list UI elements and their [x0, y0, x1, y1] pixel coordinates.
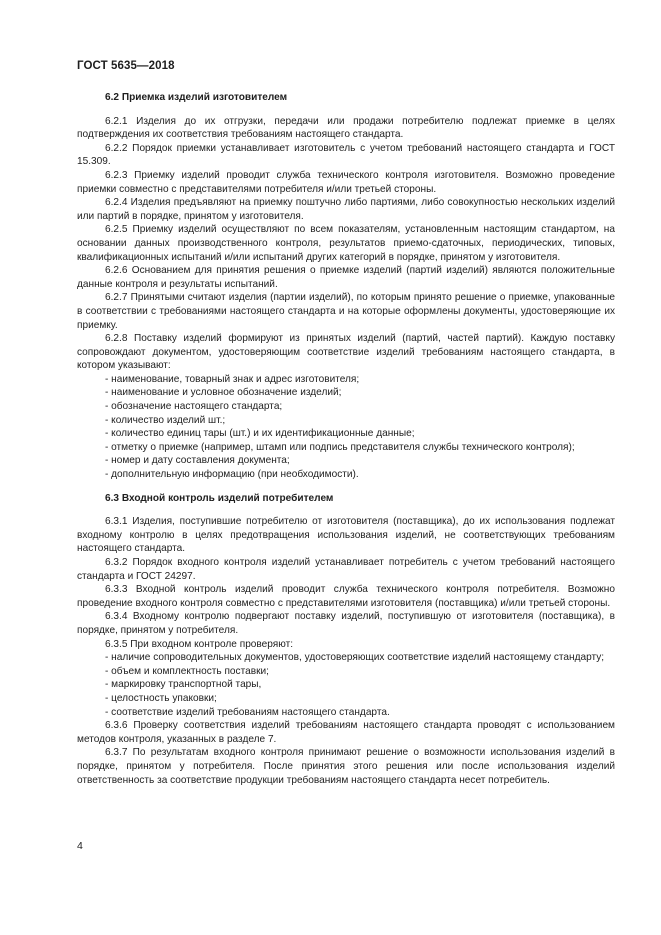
page-number: 4 — [77, 840, 83, 852]
clause-6-2-3: 6.2.3 Приемку изделий проводит служба технического контроля изготовителя. Возможно проведение приемки совместно с представителями потребителя и/или третьей стороны. — [77, 169, 615, 195]
list-item: - объем и комплектность поставки; — [105, 665, 269, 677]
clause-6-2-5: 6.2.5 Приемку изделий осуществляют по всем показателям, установленным настоящим стандартом, на основании данных производственного контроля, результатов приемо-сдаточных, периодических, типовых, квалификационных испытаний и/или испытаний других категорий в порядке, принятом у изготовителя. — [77, 224, 615, 263]
list-item: - количество изделий шт.; — [105, 414, 226, 426]
clause-6-3-4: 6.3.4 Входному контролю подвергают поставку изделий, поступившую от изготовителя (поставщика), в порядке, принятом у потребителя. — [77, 611, 615, 636]
clause-6-3-2: 6.3.2 Порядок входного контроля изделий устанавливает потребитель с учетом требований настоящего стандарта и ГОСТ 24297. — [77, 557, 615, 582]
list-item: - отметку о приемке (например, штамп или подпись представителя службы технического контроля); — [105, 441, 575, 453]
clause-6-2-4: 6.2.4 Изделия предъявляют на приемку поштучно либо партиями, либо совокупностью нескольких изделий или партий в порядке, принятом у изготовителя. — [77, 197, 615, 222]
clause-6-2-7: 6.2.7 Принятыми считают изделия (партии изделий), по которым принято решение о приемке, упакованные в соответствии с требованиями настоящего стандарта и на которые оформлены документы, удостоверяющие их приемку. — [77, 292, 615, 331]
list-item: - номер и дату составления документа; — [105, 455, 290, 467]
list-item: - обозначение настоящего стандарта; — [105, 401, 283, 413]
list-item: - целостность упаковки; — [105, 692, 217, 704]
list-item: - соответствие изделий требованиям настоящего стандарта. — [105, 706, 390, 718]
section-6-3-title: 6.3 Входной контроль изделий потребителем — [105, 492, 334, 504]
list-item: - количество единиц тары (шт.) и их идентификационные данные; — [105, 428, 415, 440]
page-content — [77, 91, 615, 787]
list-item: - наличие сопроводительных документов, удостоверяющих соответствие изделий настоящему стандарту; — [105, 652, 605, 664]
clause-6-2-8: 6.2.8 Поставку изделий формируют из принятых изделий (партий, частей партий). Каждую поставку сопровождают документом, удостоверяющим соответствие изделий требованиям настоящего стандарта, в котором указывают: — [77, 333, 615, 372]
clause-6-3-6: 6.3.6 Проверку соответствия изделий требованиям настоящего стандарта проводят с использованием методов контроля, указанных в разделе 7. — [77, 720, 615, 745]
clause-6-2-1: 6.2.1 Изделия до их отгрузки, передачи или продажи потребителю подлежат приемке в целях подтверждения их соответствия требованиям настоящего стандарта. — [77, 115, 615, 141]
list-item: - наименование, товарный знак и адрес изготовителя; — [105, 373, 360, 385]
clause-6-3-3: 6.3.3 Входной контроль изделий проводит служба технического контроля потребителя. Возможно проведение входного контроля совместно с представителями изготовителя (поставщика) и/или третьей стороны. — [77, 584, 615, 609]
list-item: - наименование и условное обозначение изделий; — [105, 387, 342, 399]
clause-6-3-7: 6.3.7 По результатам входного контроля принимают решение о возможности использования изделий в порядке, принятом у потребителя. После принятия этого решения или после использования изделий ответственность за соответствие продукции требованиям настоящего стандарта несет потребитель. — [77, 747, 615, 786]
clause-6-2-6: 6.2.6 Основанием для принятия решения о приемке изделий (партий изделий) являются положительные данные контроля и результаты испытаний. — [77, 265, 615, 290]
clause-6-3-1: 6.3.1 Изделия, поступившие потребителю от изготовителя (поставщика), до их использования подлежат входному контролю в целях предотвращения использования изделий, не соответствующих требованиям настоящего стандарта. — [77, 516, 615, 555]
clause-6-3-5: 6.3.5 При входном контроле проверяют: — [105, 638, 294, 650]
list-item: - дополнительную информацию (при необходимости). — [105, 469, 359, 481]
clause-6-2-2: 6.2.2 Порядок приемки устанавливает изготовитель с учетом требований настоящего стандарта и ГОСТ 15.309. — [77, 142, 615, 168]
standard-header: ГОСТ 5635—2018 — [77, 60, 175, 72]
list-item: - маркировку транспортной тары, — [105, 679, 262, 691]
section-6-2-title: 6.2 Приемка изделий изготовителем — [105, 92, 288, 103]
